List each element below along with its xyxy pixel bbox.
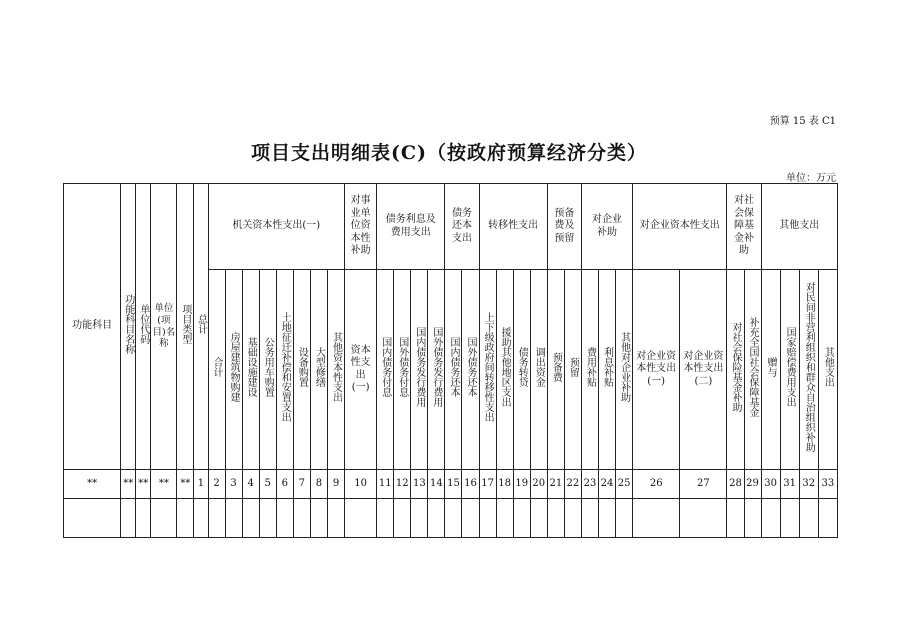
column-number: 18 xyxy=(496,470,513,499)
column-number: 4 xyxy=(242,470,259,499)
empty-cell xyxy=(394,499,411,538)
empty-cell xyxy=(327,499,344,538)
group-header-enterprise-subsidy: 对企业补助 xyxy=(581,184,632,270)
column-number: 12 xyxy=(394,470,411,499)
sub-header: 合计 xyxy=(211,357,223,378)
header-unit-name: 单位(项目)名称 xyxy=(151,184,177,470)
column-number: 10 xyxy=(345,470,377,499)
empty-cell xyxy=(744,499,761,538)
column-number: 11 xyxy=(377,470,394,499)
group-header-debt-interest: 债务利息及费用支出 xyxy=(377,184,445,270)
column-number: 6 xyxy=(276,470,293,499)
empty-cell xyxy=(462,499,479,538)
column-number: 24 xyxy=(598,470,615,499)
group-header-transfer: 转移性支出 xyxy=(479,184,547,270)
sub-header: 国家赔偿费用支出 xyxy=(784,327,796,408)
empty-cell xyxy=(727,499,744,538)
sub-header: 预留 xyxy=(567,357,579,378)
sub-header: 预备费 xyxy=(550,352,562,383)
empty-cell xyxy=(818,499,837,538)
sub-header: 大型修缮 xyxy=(313,347,325,388)
sub-header: 国内债务付息 xyxy=(379,337,391,398)
empty-cell xyxy=(530,499,547,538)
group-header-institution-capital: 机关资本性支出(一) xyxy=(208,184,345,270)
header-project-type: 项目类型 xyxy=(179,304,191,345)
column-number: 7 xyxy=(293,470,310,499)
sub-header: 对民间非营利组织和群众自治组织补助 xyxy=(803,282,815,453)
empty-cell xyxy=(259,499,276,538)
empty-cell xyxy=(428,499,445,538)
column-number: 20 xyxy=(530,470,547,499)
empty-cell xyxy=(64,499,121,538)
column-number: 19 xyxy=(513,470,530,499)
column-number: 13 xyxy=(411,470,428,499)
empty-cell xyxy=(616,499,633,538)
empty-cell xyxy=(513,499,530,538)
sub-header: 上下级政府间转移性支出 xyxy=(482,312,494,423)
column-number: 15 xyxy=(445,470,462,499)
sub-header: 国内债务还本 xyxy=(447,337,459,398)
empty-cell xyxy=(177,499,194,538)
empty-cell xyxy=(680,499,727,538)
column-number: 31 xyxy=(780,470,799,499)
sub-header: 调出资金 xyxy=(533,347,545,388)
sub-header: 对企业资本性支出(一) xyxy=(633,270,680,470)
column-number: 32 xyxy=(799,470,818,499)
placeholder-cell: ** xyxy=(136,470,151,499)
placeholder-cell: ** xyxy=(121,470,136,499)
empty-cell xyxy=(633,499,680,538)
column-number: 14 xyxy=(428,470,445,499)
placeholder-cell: ** xyxy=(64,470,121,499)
document-code: 预算 15 表 C1 xyxy=(769,116,836,127)
empty-cell xyxy=(242,499,259,538)
header-function-subject: 功能科目 xyxy=(64,184,121,470)
column-number: 2 xyxy=(208,470,225,499)
empty-cell xyxy=(581,499,598,538)
empty-cell xyxy=(799,499,818,538)
sub-header: 补充全国社会保障基金 xyxy=(747,317,759,418)
column-number: 3 xyxy=(225,470,242,499)
sub-header: 房屋建筑物购建 xyxy=(228,332,240,403)
sub-header: 援助其他地区支出 xyxy=(499,327,511,408)
sub-header: 基础设施建设 xyxy=(245,337,257,398)
sub-header: 资本性支出(一) xyxy=(345,270,377,470)
column-number: 21 xyxy=(547,470,564,499)
column-number: 30 xyxy=(761,470,780,499)
empty-cell xyxy=(121,499,136,538)
group-header-enterprise-capital: 对企业资本性支出 xyxy=(633,184,727,270)
empty-cell xyxy=(276,499,293,538)
empty-cell xyxy=(208,499,225,538)
sub-header: 债务转贷 xyxy=(516,347,528,388)
column-number: 33 xyxy=(818,470,837,499)
sub-header: 设备购置 xyxy=(296,347,308,388)
sub-header: 国外债务发行费用 xyxy=(430,327,442,408)
column-number: 5 xyxy=(259,470,276,499)
sub-header: 国内债务发行费用 xyxy=(413,327,425,408)
empty-cell xyxy=(780,499,799,538)
empty-cell xyxy=(598,499,615,538)
empty-cell xyxy=(411,499,428,538)
sub-header: 对社会保险基金补助 xyxy=(729,322,741,413)
sub-header: 国外债务还本 xyxy=(465,337,477,398)
column-number: 22 xyxy=(564,470,581,499)
column-number: 29 xyxy=(744,470,761,499)
column-number: 28 xyxy=(727,470,744,499)
placeholder-cell: ** xyxy=(151,470,177,499)
empty-cell xyxy=(761,499,780,538)
group-header-other: 其他支出 xyxy=(761,184,837,270)
sub-header: 对企业资本性支出(二) xyxy=(680,270,727,470)
sub-header: 费用补贴 xyxy=(584,347,596,388)
sub-header: 其他支出 xyxy=(822,347,834,388)
expenditure-table xyxy=(63,183,838,538)
sub-header: 利息补贴 xyxy=(601,347,613,388)
header-unit-code: 单位代码 xyxy=(137,304,149,345)
empty-cell xyxy=(225,499,242,538)
empty-cell xyxy=(479,499,496,538)
column-number: 8 xyxy=(310,470,327,499)
empty-cell xyxy=(194,499,208,538)
column-number: 1 xyxy=(194,470,208,499)
sub-header: 其他对企业补助 xyxy=(618,332,630,403)
sub-header: 其他资本性支出 xyxy=(330,332,342,403)
empty-cell xyxy=(547,499,564,538)
column-number: 17 xyxy=(479,470,496,499)
empty-cell xyxy=(564,499,581,538)
empty-cell xyxy=(496,499,513,538)
placeholder-cell: ** xyxy=(177,470,194,499)
empty-cell xyxy=(345,499,377,538)
column-number: 26 xyxy=(633,470,680,499)
page-title: 项目支出明细表(C)（按政府预算经济分类） xyxy=(250,142,648,164)
empty-cell xyxy=(445,499,462,538)
sub-header: 国外债务付息 xyxy=(396,337,408,398)
sub-header: 公务用车购置 xyxy=(262,337,274,398)
sub-header: 土地征迁补偿和安置支出 xyxy=(279,312,291,423)
sub-header: 赠与 xyxy=(765,357,777,378)
empty-cell xyxy=(377,499,394,538)
group-header-debt-principal: 债务还本支出 xyxy=(445,184,479,270)
empty-cell xyxy=(151,499,177,538)
empty-data-row xyxy=(64,499,838,538)
group-header-social-security: 对社会保障基金补助 xyxy=(727,184,761,270)
unit-label: 单位：万元 xyxy=(786,173,836,184)
empty-cell xyxy=(293,499,310,538)
column-number: 27 xyxy=(680,470,727,499)
column-number: 25 xyxy=(616,470,633,499)
empty-cell xyxy=(136,499,151,538)
column-number: 23 xyxy=(581,470,598,499)
group-header-reserve: 预备费及预留 xyxy=(547,184,581,270)
header-function-name: 功能科目名称 xyxy=(122,294,134,355)
column-number: 16 xyxy=(462,470,479,499)
header-total: 总计 xyxy=(195,314,207,335)
group-header-public-inst-subsidy: 对事业单位资本性补助 xyxy=(345,184,377,270)
column-number: 9 xyxy=(327,470,344,499)
empty-cell xyxy=(310,499,327,538)
